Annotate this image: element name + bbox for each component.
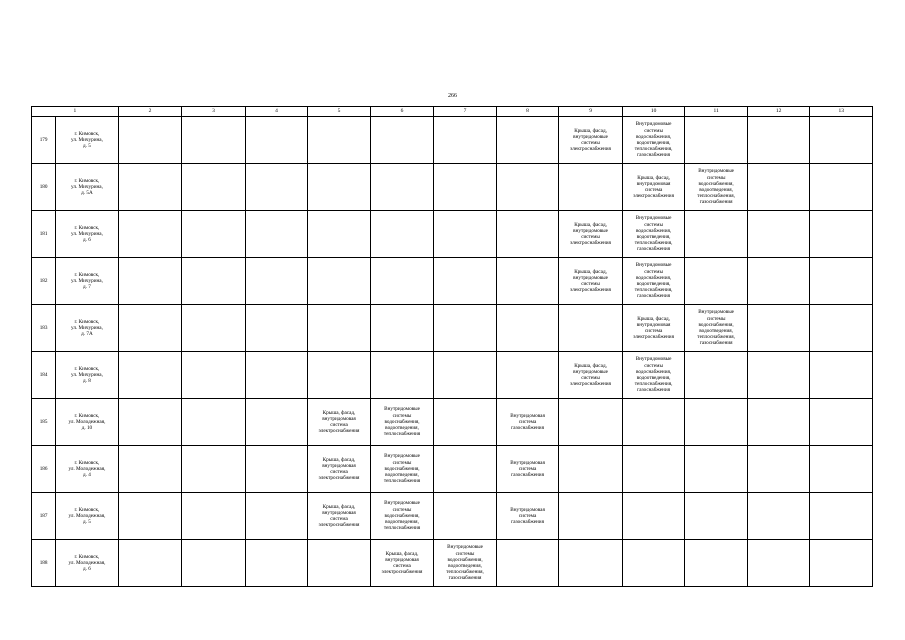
page-number: 266 <box>448 93 457 99</box>
work-type-cell <box>245 211 308 258</box>
work-type-cell <box>118 540 182 587</box>
work-type-cell <box>434 211 497 258</box>
work-type-cell <box>622 493 685 540</box>
work-type-cell <box>308 352 371 399</box>
work-type-cell <box>810 540 873 587</box>
work-type-cell: Внутридомовые системы водоснабжения, водоотведения, теплоснабжения, газоснабжения <box>685 164 748 211</box>
work-type-cell <box>747 399 810 446</box>
work-type-cell <box>559 399 623 446</box>
work-type-cell: Крыша, фасад, внутридомовые системы электроснабжения <box>559 352 623 399</box>
work-type-cell <box>182 540 246 587</box>
work-type-cell <box>685 493 748 540</box>
table-row <box>32 493 873 540</box>
work-type-cell <box>810 258 873 305</box>
row-number-cell: 183 <box>32 305 56 352</box>
work-type-cell <box>810 352 873 399</box>
work-type-cell <box>370 258 434 305</box>
work-type-cell <box>747 164 810 211</box>
work-type-cell <box>308 540 371 587</box>
work-type-cell: Крыша, фасад, внутридомовые системы электроснабжения <box>559 258 623 305</box>
row-number-cell: 186 <box>32 446 56 493</box>
work-type-cell <box>434 117 497 164</box>
work-type-cell <box>118 164 182 211</box>
work-type-cell <box>245 258 308 305</box>
work-type-cell: Внутридомовая система газоснабжения <box>496 446 559 493</box>
work-type-cell <box>559 493 623 540</box>
work-type-cell <box>685 117 748 164</box>
work-type-cell <box>496 540 559 587</box>
work-type-cell <box>747 305 810 352</box>
work-type-cell <box>308 117 371 164</box>
column-number-cell: 5 <box>308 107 371 117</box>
work-type-cell <box>370 164 434 211</box>
work-type-cell <box>370 352 434 399</box>
work-type-cell <box>810 211 873 258</box>
work-type-cell <box>245 493 308 540</box>
work-type-cell <box>118 117 182 164</box>
work-type-cell <box>182 399 246 446</box>
work-type-cell <box>747 258 810 305</box>
work-type-cell <box>685 211 748 258</box>
column-number-cell: 11 <box>685 107 748 117</box>
work-type-cell <box>434 305 497 352</box>
work-type-cell <box>118 211 182 258</box>
work-type-cell <box>118 493 182 540</box>
table-row <box>32 540 873 587</box>
work-type-cell <box>245 117 308 164</box>
work-type-cell <box>685 540 748 587</box>
work-type-cell <box>182 211 246 258</box>
work-type-cell <box>810 164 873 211</box>
work-type-cell <box>747 446 810 493</box>
row-number-cell: 184 <box>32 352 56 399</box>
column-number-cell: 8 <box>496 107 559 117</box>
row-number-cell: 181 <box>32 211 56 258</box>
address-cell: г. Кимовск, ул. Молодежная, д. 4 <box>56 446 119 493</box>
work-type-cell <box>118 258 182 305</box>
column-number-cell: 3 <box>182 107 246 117</box>
work-type-cell <box>118 399 182 446</box>
work-type-cell: Внутридомовые системы водоснабжения, водоотведения, теплоснабжения, газоснабжения <box>622 258 685 305</box>
row-number-cell: 182 <box>32 258 56 305</box>
column-number-row <box>32 107 873 117</box>
table-row <box>32 211 873 258</box>
address-cell: г. Кимовск, ул. Мичурина, д. 7А <box>56 305 119 352</box>
column-number-cell: 1 <box>32 107 119 117</box>
work-type-cell <box>622 540 685 587</box>
work-type-cell <box>182 258 246 305</box>
work-type-cell: Внутридомовые системы водоснабжения, водоотведения, теплоснабжения, газоснабжения <box>622 352 685 399</box>
table-row <box>32 117 873 164</box>
table-row <box>32 164 873 211</box>
work-type-cell <box>496 164 559 211</box>
work-type-cell: Внутридомовая система газоснабжения <box>496 493 559 540</box>
work-type-cell <box>685 352 748 399</box>
work-type-cell <box>182 446 246 493</box>
work-type-cell <box>559 305 623 352</box>
work-type-cell <box>685 258 748 305</box>
column-number-cell: 2 <box>118 107 182 117</box>
work-type-cell: Крыша, фасад, внутридомовые системы электроснабжения <box>559 211 623 258</box>
work-type-cell: Внутридомовые системы водоснабжения, водоотведения, теплоснабжения, газоснабжения <box>434 540 497 587</box>
column-number-cell: 6 <box>370 107 434 117</box>
work-type-cell <box>118 305 182 352</box>
address-cell: г. Кимовск, ул. Мичурина, д. 7 <box>56 258 119 305</box>
work-type-cell <box>685 446 748 493</box>
work-type-cell <box>308 305 371 352</box>
row-number-cell: 179 <box>32 117 56 164</box>
work-type-cell: Крыша, фасад, внутридомовая система электроснабжения <box>622 164 685 211</box>
row-number-cell: 180 <box>32 164 56 211</box>
work-type-cell <box>496 211 559 258</box>
column-number-cell: 9 <box>559 107 623 117</box>
work-type-cell: Внутридомовые системы водоснабжения, водоотведения, теплоснабжения, газоснабжения <box>622 117 685 164</box>
column-number-cell: 10 <box>622 107 685 117</box>
work-type-cell <box>496 117 559 164</box>
work-type-cell <box>434 258 497 305</box>
work-type-cell <box>622 446 685 493</box>
column-number-cell: 13 <box>810 107 873 117</box>
work-type-cell <box>308 258 371 305</box>
work-type-cell <box>810 493 873 540</box>
address-cell: г. Кимовск, ул. Мичурина, д. 8 <box>56 352 119 399</box>
work-type-cell <box>182 493 246 540</box>
work-type-cell: Внутридомовые системы водоснабжения, водоотведения, теплоснабжения <box>370 399 434 446</box>
work-type-cell: Крыша, фасад, внутридомовая система электроснабжения <box>308 446 371 493</box>
work-type-cell <box>496 352 559 399</box>
work-type-cell <box>496 305 559 352</box>
work-type-cell <box>747 540 810 587</box>
work-type-cell <box>810 446 873 493</box>
column-number-cell: 7 <box>434 107 497 117</box>
work-type-cell <box>370 117 434 164</box>
address-cell: г. Кимовск, ул. Мичурина, д. 6 <box>56 211 119 258</box>
table-row <box>32 446 873 493</box>
work-type-cell <box>747 117 810 164</box>
work-type-cell <box>370 305 434 352</box>
column-number-cell: 4 <box>245 107 308 117</box>
address-cell: г. Кимовск, ул. Молодежная, д. 10 <box>56 399 119 446</box>
work-type-cell <box>245 164 308 211</box>
work-type-cell <box>559 446 623 493</box>
work-type-cell <box>559 540 623 587</box>
work-type-cell <box>622 399 685 446</box>
work-type-cell: Внутридомовые системы водоснабжения, водоотведения, теплоснабжения <box>370 446 434 493</box>
work-type-cell <box>747 352 810 399</box>
work-type-cell <box>245 352 308 399</box>
work-type-cell: Крыша, фасад, внутридомовая система электроснабжения <box>370 540 434 587</box>
work-type-cell <box>496 258 559 305</box>
work-type-cell: Внутридомовые системы водоснабжения, водоотведения, теплоснабжения, газоснабжения <box>622 211 685 258</box>
table-row <box>32 305 873 352</box>
row-number-cell: 188 <box>32 540 56 587</box>
row-number-cell: 187 <box>32 493 56 540</box>
work-type-cell <box>118 352 182 399</box>
work-type-cell <box>245 399 308 446</box>
address-cell: г. Кимовск, ул. Мичурина, д. 5А <box>56 164 119 211</box>
work-type-cell <box>245 540 308 587</box>
work-type-cell <box>245 446 308 493</box>
work-type-cell <box>370 211 434 258</box>
work-type-cell <box>245 305 308 352</box>
work-type-cell <box>182 305 246 352</box>
work-type-cell <box>308 211 371 258</box>
address-cell: г. Кимовск, ул. Молодежная, д. 5 <box>56 493 119 540</box>
work-type-cell <box>434 352 497 399</box>
work-type-cell <box>685 399 748 446</box>
work-type-cell: Внутридомовые системы водоснабжения, водоотведения, теплоснабжения <box>370 493 434 540</box>
work-type-cell <box>182 117 246 164</box>
work-type-cell <box>434 399 497 446</box>
work-type-cell <box>747 493 810 540</box>
work-type-cell <box>434 446 497 493</box>
work-type-cell <box>434 493 497 540</box>
work-type-cell: Крыша, фасад, внутридомовая система электроснабжения <box>308 493 371 540</box>
table-row <box>32 352 873 399</box>
work-type-cell <box>810 117 873 164</box>
table-row <box>32 258 873 305</box>
work-type-cell <box>118 446 182 493</box>
work-type-cell <box>182 352 246 399</box>
address-cell: г. Кимовск, ул. Мичурина, д. 5 <box>56 117 119 164</box>
table-row <box>32 399 873 446</box>
work-type-cell: Крыша, фасад, внутридомовые системы электроснабжения <box>559 117 623 164</box>
work-type-cell: Внутридомовая система газоснабжения <box>496 399 559 446</box>
work-type-cell <box>810 399 873 446</box>
work-type-cell: Внутридомовые системы водоснабжения, водоотведения, теплоснабжения, газоснабжения <box>685 305 748 352</box>
work-type-cell <box>810 305 873 352</box>
repair-schedule-table <box>31 106 873 587</box>
address-cell: г. Кимовск, ул. Молодежная, д. 6 <box>56 540 119 587</box>
work-type-cell <box>182 164 246 211</box>
work-type-cell <box>434 164 497 211</box>
work-type-cell: Крыша, фасад, внутридомовая система электроснабжения <box>308 399 371 446</box>
row-number-cell: 185 <box>32 399 56 446</box>
work-type-cell <box>559 164 623 211</box>
column-number-cell: 12 <box>747 107 810 117</box>
work-type-cell: Крыша, фасад, внутридомовая система электроснабжения <box>622 305 685 352</box>
work-type-cell <box>308 164 371 211</box>
work-type-cell <box>747 211 810 258</box>
